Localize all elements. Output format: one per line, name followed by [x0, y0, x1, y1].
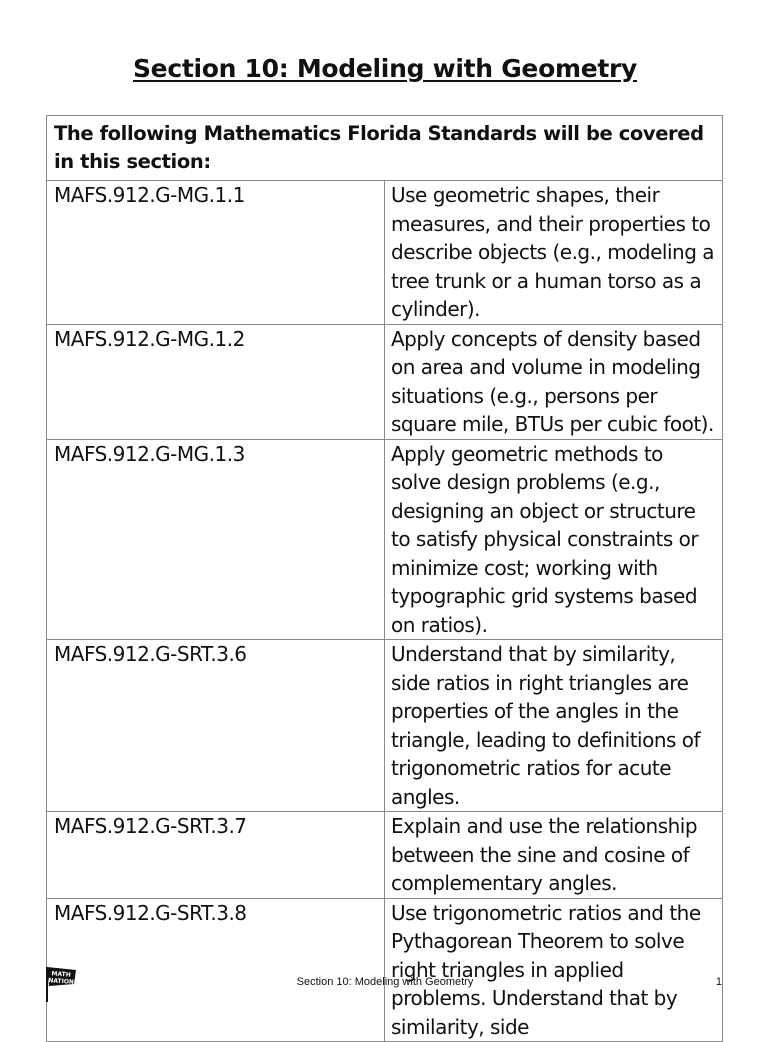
standard-description: Apply geometric methods to solve design problems (e.g., designing an object or structure to satisfy physical constraints or minimize cost; working with typographic grid systems based on ratios). — [385, 439, 723, 640]
table-row — [47, 181, 723, 325]
svg-text:MATH: MATH — [51, 970, 71, 979]
table-row — [47, 640, 723, 812]
standard-code: MAFS.912.G-MG.1.1 — [47, 181, 385, 325]
footer-section-title: Section 10: Modeling with Geometry — [296, 976, 474, 988]
standard-description: Understand that by similarity, side ratios in right triangles are properties of the angles in the triangle, leading to definitions of trigonometric ratios for acute angles. — [385, 640, 723, 812]
table-row — [47, 439, 723, 640]
standard-code: MAFS.912.G-SRT.3.7 — [47, 812, 385, 899]
standards-intro: The following Mathematics Florida Standards will be covered in this section: — [47, 116, 723, 181]
standards-table — [46, 115, 723, 1042]
table-row — [47, 812, 723, 899]
standard-description: Use trigonometric ratios and the Pythagorean Theorem to solve right triangles in applied problems. Understand that by similarity, side — [385, 898, 723, 1042]
table-row — [47, 898, 723, 1042]
standard-description: Apply concepts of density based on area and volume in modeling situations (e.g., persons per square mile, BTUs per cubic foot). — [385, 324, 723, 439]
page-title: Section 10: Modeling with Geometry — [132, 54, 638, 83]
standard-description: Explain and use the relationship between the sine and cosine of complementary angles. — [385, 812, 723, 899]
standard-code: MAFS.912.G-MG.1.3 — [47, 439, 385, 640]
svg-text:NATION: NATION — [48, 977, 75, 986]
table-row — [47, 324, 723, 439]
standard-description: Use geometric shapes, their measures, and their properties to describe objects (e.g., modeling a tree trunk or a human torso as a cylinder). — [385, 181, 723, 325]
standard-code: MAFS.912.G-MG.1.2 — [47, 324, 385, 439]
page-number: 1 — [715, 976, 722, 988]
table-header-row — [47, 116, 723, 181]
standard-code: MAFS.912.G-SRT.3.8 — [47, 898, 385, 1042]
standard-code: MAFS.912.G-SRT.3.6 — [47, 640, 385, 812]
